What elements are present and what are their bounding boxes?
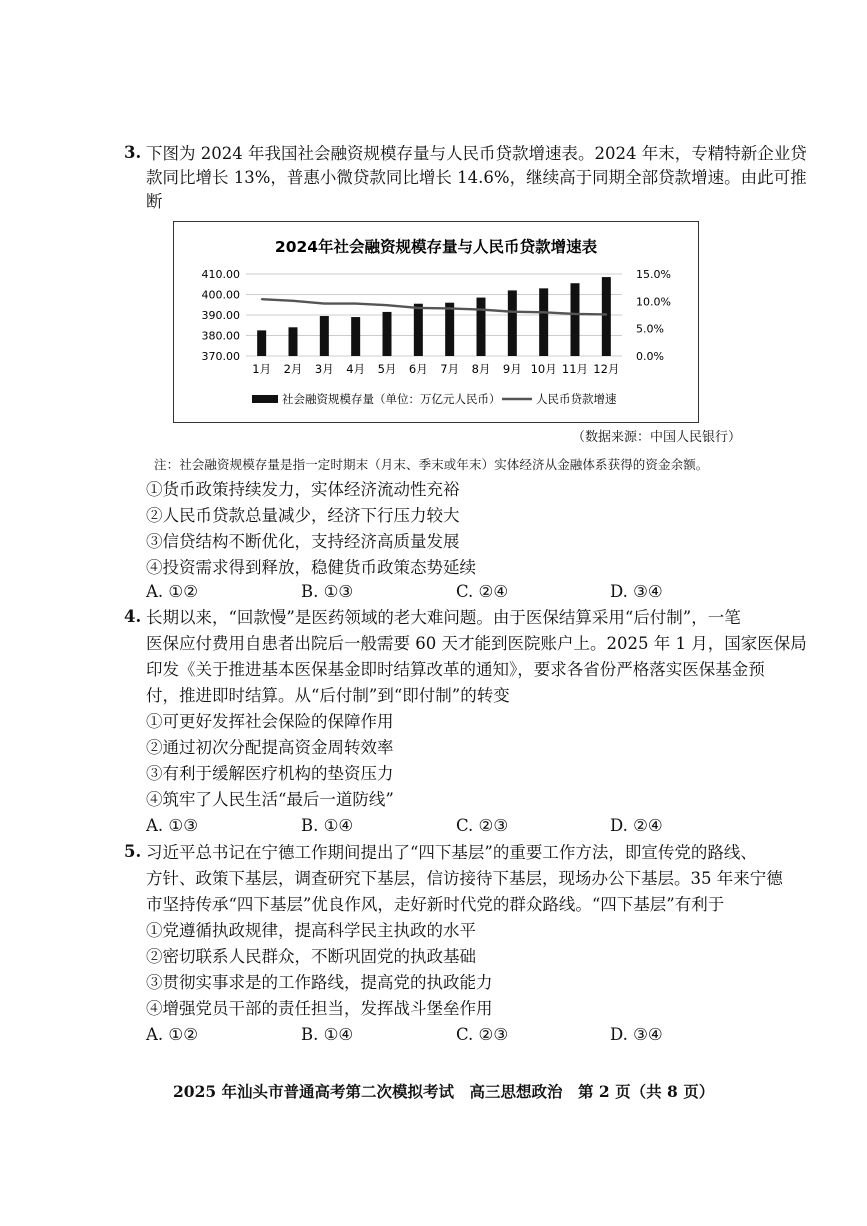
bar: [289, 327, 298, 356]
x-tick-label: 9月: [502, 362, 522, 376]
bar: [571, 283, 580, 356]
legend-bar-label: 社会融资规模存量（单位：万亿元人民币）: [282, 392, 501, 406]
bar: [602, 277, 611, 356]
bar: [351, 317, 360, 356]
data-source: （数据来源：中国人民银行）: [572, 430, 742, 445]
line-point: [417, 307, 419, 309]
q3-choice-c[interactable]: C. ②④: [456, 582, 509, 601]
q3-choice-d[interactable]: D. ③④: [610, 582, 663, 601]
q4-choice-a[interactable]: A. ①③: [146, 816, 198, 835]
bar: [477, 298, 486, 356]
q5-choice-b[interactable]: B. ①④: [301, 1025, 354, 1044]
q5-number: 5.: [124, 842, 142, 861]
q3-stem-line-1: 下图为 2024 年我国社会融资规模存量与人民币贷款增速表。2024 年末，专精特新企业贷: [146, 144, 807, 163]
bar: [257, 330, 266, 356]
q3-choice-b[interactable]: B. ①③: [301, 582, 354, 601]
q5-stem-line-1: 习近平总书记在宁德工作期间提出了“四下基层”的重要工作方法，即宣传党的路线、: [146, 843, 757, 862]
q3-stem-line-3: 断: [146, 192, 163, 211]
x-tick-label: 11月: [561, 362, 589, 376]
q4-option-1: ①可更好发挥社会保险的保障作用: [146, 712, 394, 731]
q3-number: 3.: [124, 143, 142, 162]
x-tick-label: 10月: [530, 362, 557, 376]
q5-stem-line-3: 市坚持传承“四下基层”优良作风，走好新时代党的群众路线。“四下基层”有利于: [146, 895, 725, 914]
line-point: [292, 300, 294, 302]
y-left-tick-label: 380.00: [201, 329, 240, 343]
q5-option-2: ②密切联系人民群众，不断巩固党的执政基础: [146, 947, 476, 966]
page-footer: 2025 年汕头市普通高考第二次模拟考试 高三思想政治 第 2 页（共 8 页）: [173, 1082, 715, 1101]
q4-stem-line-3: 印发《关于推进基本医保基金即时结算改革的通知》，要求各省份严格落实医保基金预: [146, 660, 765, 679]
y-left-tick-label: 390.00: [201, 309, 240, 322]
bar: [414, 304, 423, 356]
bar: [320, 316, 329, 356]
chart-title: 2024年社会融资规模存量与人民币贷款增速表: [274, 238, 598, 256]
q4-choice-c[interactable]: C. ②③: [456, 816, 509, 835]
line-point: [511, 311, 513, 313]
q5-option-1: ①党遵循执政规律，提高科学民主执政的水平: [146, 921, 476, 940]
y-right-tick-label: 15.0%: [636, 268, 671, 281]
chart-note: 注：社会融资规模存量是指一定时期末（月末、季末或年末）实体经济从金融体系获得的资金余额。: [154, 457, 709, 472]
q3-option-2: ②人民币贷款总量减少，经济下行压力较大: [146, 506, 460, 525]
q5-choice-c[interactable]: C. ②③: [456, 1025, 509, 1044]
q5-option-4: ④增强党员干部的责任担当，发挥战斗堡垒作用: [146, 999, 493, 1018]
q4-stem-line-2: 医保应付费用自患者出院后一般需要 60 天才能到医院账户上。2025 年 1 月，国家医保局: [146, 634, 807, 653]
line-point: [323, 303, 325, 305]
q3-option-4: ④投资需求得到释放，稳健货币政策态势延续: [146, 558, 476, 577]
legend-line-label: 人民币贷款增速: [536, 392, 617, 406]
q4-option-2: ②通过初次分配提高资金周转效率: [146, 738, 394, 757]
y-right-tick-label: 5.0%: [636, 322, 664, 336]
y-left-tick-label: 370.00: [201, 350, 240, 363]
q3-option-3: ③信贷结构不断优化，支持经济高质量发展: [146, 532, 460, 551]
bar: [508, 290, 517, 356]
loan-growth-line: [262, 299, 607, 314]
bar: [445, 303, 454, 356]
q4-choice-b[interactable]: B. ①④: [301, 816, 354, 835]
q3-stem-line-2: 款同比增长 13%，普惠小微贷款同比增长 14.6%，继续高于同期全部贷款增速。由此可推: [146, 168, 807, 187]
q5-choice-a[interactable]: A. ①②: [146, 1025, 198, 1044]
legend-bar-swatch: [252, 395, 278, 403]
line-point: [261, 298, 263, 300]
x-tick-label: 8月: [471, 362, 491, 376]
y-right-tick-label: 0.0%: [636, 350, 664, 363]
y-left-tick-label: 400.00: [201, 288, 240, 302]
line-point: [543, 311, 545, 313]
line-point: [480, 309, 482, 311]
line-point: [449, 308, 451, 310]
x-tick-label: 5月: [377, 362, 397, 376]
line-point: [386, 304, 388, 306]
q4-option-4: ④筑牢了人民生活“最后一道防线”: [146, 790, 394, 809]
y-left-tick-label: 410.00: [201, 268, 240, 281]
x-tick-label: 6月: [408, 362, 428, 376]
bar: [539, 288, 548, 356]
q4-option-3: ③有利于缓解医疗机构的垫资压力: [146, 764, 394, 783]
q4-choice-d[interactable]: D. ②④: [610, 816, 663, 835]
q3-option-1: ①货币政策持续发力，实体经济流动性充裕: [146, 480, 460, 499]
q5-choice-d[interactable]: D. ③④: [610, 1025, 663, 1044]
y-right-tick-label: 10.0%: [636, 295, 671, 309]
line-point: [605, 314, 607, 316]
q4-stem-line-1: 长期以来，“回款慢”是医药领域的老大难问题。由于医保结算采用“后付制”，一笔: [146, 608, 741, 627]
q4-stem-line-4: 付，推进即时结算。从“后付制”到“即付制”的转变: [146, 686, 510, 705]
line-point: [574, 313, 576, 315]
x-tick-label: 7月: [440, 362, 460, 376]
q5-option-3: ③贯彻实事求是的工作路线，提高党的执政能力: [146, 973, 493, 992]
x-tick-label: 2月: [283, 362, 303, 376]
q5-stem-line-2: 方针、政策下基层，调查研究下基层，信访接待下基层，现场办公下基层。35 年来宁德: [146, 869, 783, 888]
chart-container: [173, 221, 699, 423]
loan-growth-chart: [174, 222, 697, 421]
x-tick-label: 1月: [252, 362, 272, 376]
line-point: [355, 303, 357, 305]
q3-choice-a[interactable]: A. ①②: [146, 582, 198, 601]
q4-number: 4.: [124, 607, 142, 626]
x-tick-label: 12月: [593, 362, 620, 376]
bar: [383, 312, 392, 356]
x-tick-label: 3月: [314, 362, 334, 376]
x-tick-label: 4月: [346, 362, 366, 376]
